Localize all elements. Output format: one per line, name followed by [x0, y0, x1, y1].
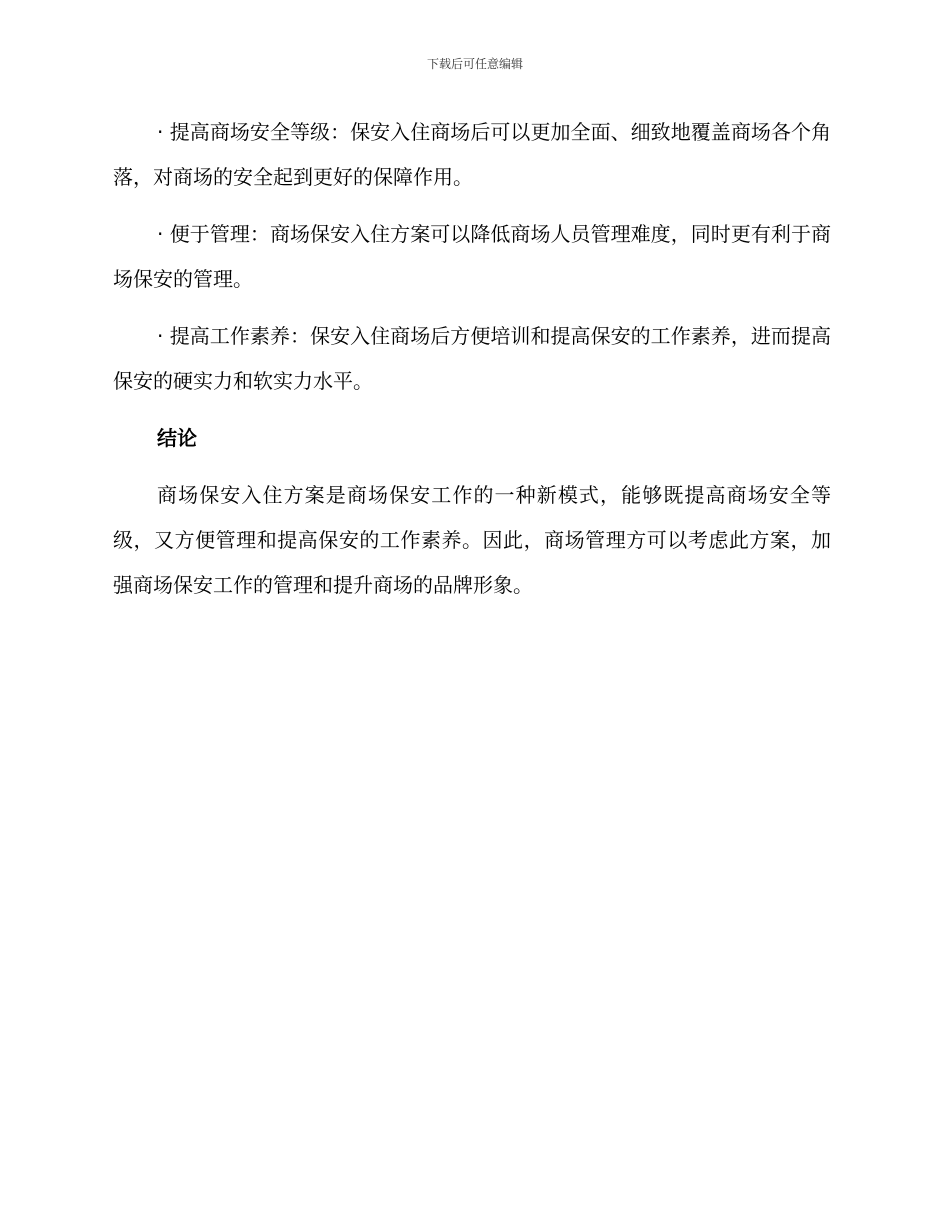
bullet-paragraph-management: · 便于管理：商场保安入住方案可以降低商场人员管理难度，同时更有利于商场保安的管理。 — [113, 222, 831, 291]
conclusion-heading: 结论 — [157, 426, 197, 450]
bullet-paragraph-quality: · 提高工作素养：保安入住商场后方便培训和提高保安的工作素养，进而提高保安的硬实力和软实力水平。 — [113, 324, 831, 393]
header-note: 下载后可任意编辑 — [426, 57, 523, 71]
bullet-paragraph-safety: · 提高商场安全等级：保安入住商场后可以更加全面、细致地覆盖商场各个角落，对商场的安全起到更好的保障作用。 — [113, 120, 831, 189]
document-body — [113, 110, 831, 620]
conclusion-paragraph: 商场保安入住方案是商场保安工作的一种新模式，能够既提高商场安全等级，又方便管理和提高保安的工作素养。因此，商场管理方可以考虑此方案，加强商场保安工作的管理和提升商场的品牌形象。 — [113, 483, 831, 597]
